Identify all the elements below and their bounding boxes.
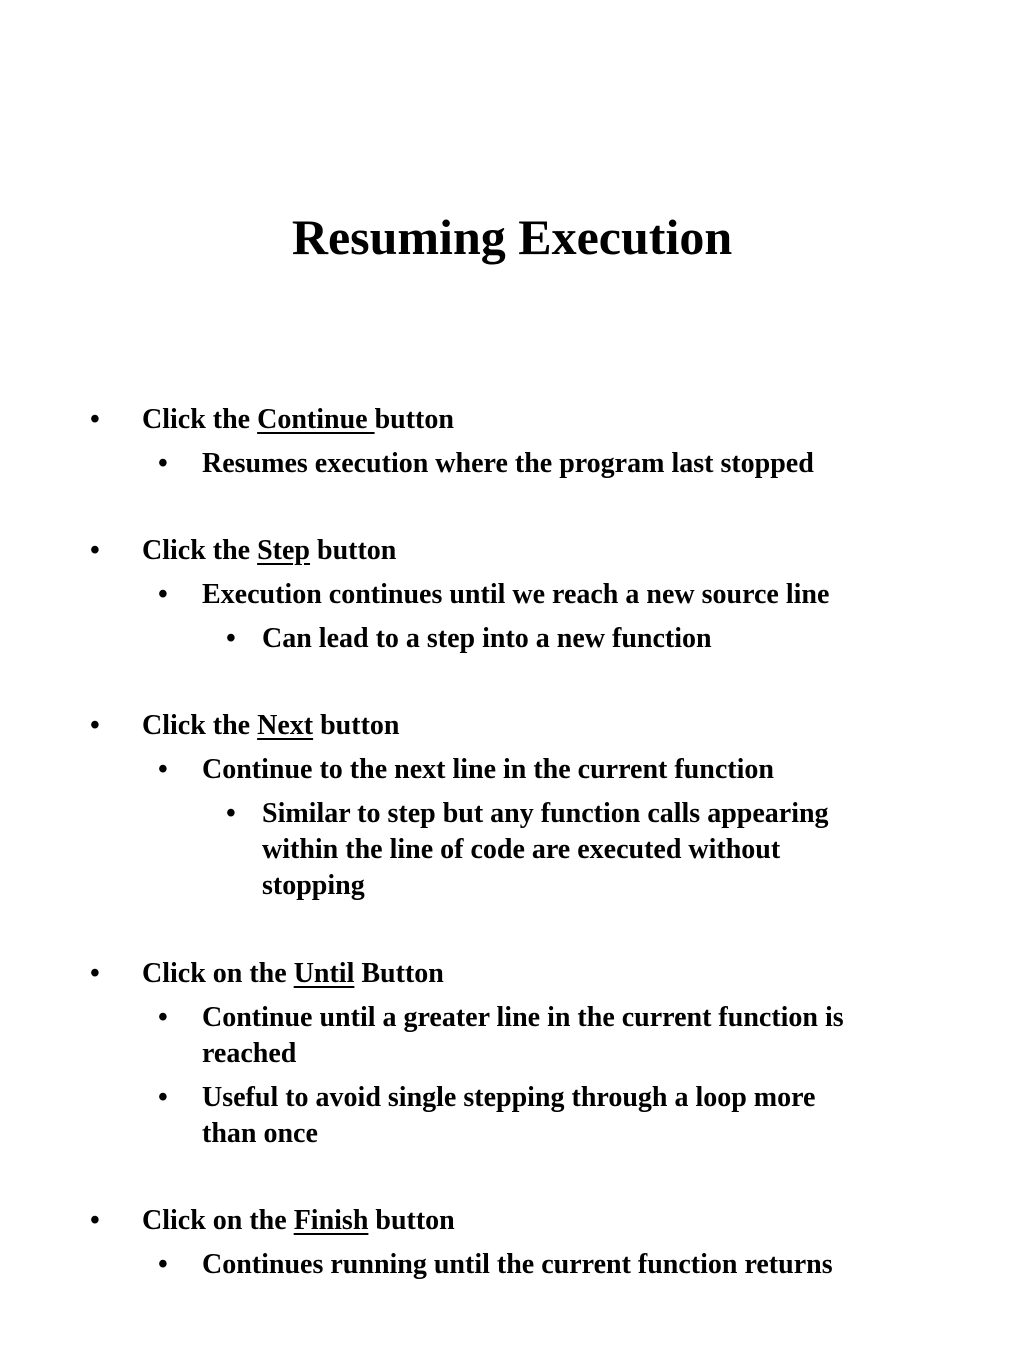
bullet-marker: • xyxy=(90,958,100,989)
until-button-link[interactable]: Until xyxy=(293,958,355,989)
sub-bullet-text: Continue to the next line in the current function xyxy=(202,754,774,785)
bullet-marker: • xyxy=(158,1082,168,1113)
sub-bullet-text: Execution continues until we reach a new source line xyxy=(202,579,830,610)
sub-sub-bullet-text: Can lead to a step into a new function xyxy=(262,623,712,654)
continue-button-link[interactable]: Continue xyxy=(257,404,375,435)
bullet-marker: • xyxy=(158,579,168,610)
bullet-marker: • xyxy=(158,1249,168,1280)
item-prefix: Click the xyxy=(142,535,258,566)
item-prefix: Click the xyxy=(142,404,258,435)
sub-bullet-text: Resumes execution where the program last stopped xyxy=(202,448,814,479)
bullet-marker: • xyxy=(158,754,168,785)
bullet-marker: • xyxy=(90,404,100,435)
bullet-marker: • xyxy=(158,1002,168,1033)
item-suffix: button xyxy=(310,535,397,566)
bullet-marker: • xyxy=(226,623,236,654)
bullet-marker: • xyxy=(158,448,168,479)
slide-title: Resuming Execution xyxy=(291,209,733,265)
sub-bullet-text-line-1: Useful to avoid single stepping through a loop more xyxy=(202,1082,816,1113)
sub-sub-bullet-text-line-3: stopping xyxy=(262,870,365,901)
sub-sub-bullet-text-line-1: Similar to step but any function calls appearing xyxy=(262,798,829,829)
item-prefix: Click on the xyxy=(142,1205,294,1236)
sub-bullet-text-line-2: reached xyxy=(202,1038,297,1069)
sub-bullet-text: Continues running until the current function returns xyxy=(202,1249,833,1280)
item-prefix: Click on the xyxy=(142,958,294,989)
bullet-marker: • xyxy=(226,798,236,829)
sub-bullet-text-line-1: Continue until a greater line in the current function is xyxy=(202,1002,844,1033)
finish-button-link[interactable]: Finish xyxy=(293,1205,369,1236)
next-button-link[interactable]: Next xyxy=(257,710,314,741)
bullet-marker: • xyxy=(90,535,100,566)
item-suffix: Button xyxy=(354,958,444,989)
item-suffix: button xyxy=(313,710,400,741)
sub-sub-bullet-text-line-2: within the line of code are executed without xyxy=(262,834,781,865)
step-button-link[interactable]: Step xyxy=(257,535,311,566)
bullet-marker: • xyxy=(90,710,100,741)
bullet-marker: • xyxy=(90,1205,100,1236)
item-prefix: Click the xyxy=(142,710,258,741)
sub-bullet-text-line-2: than once xyxy=(202,1118,318,1149)
item-suffix: button xyxy=(374,404,454,435)
item-suffix: button xyxy=(368,1205,455,1236)
